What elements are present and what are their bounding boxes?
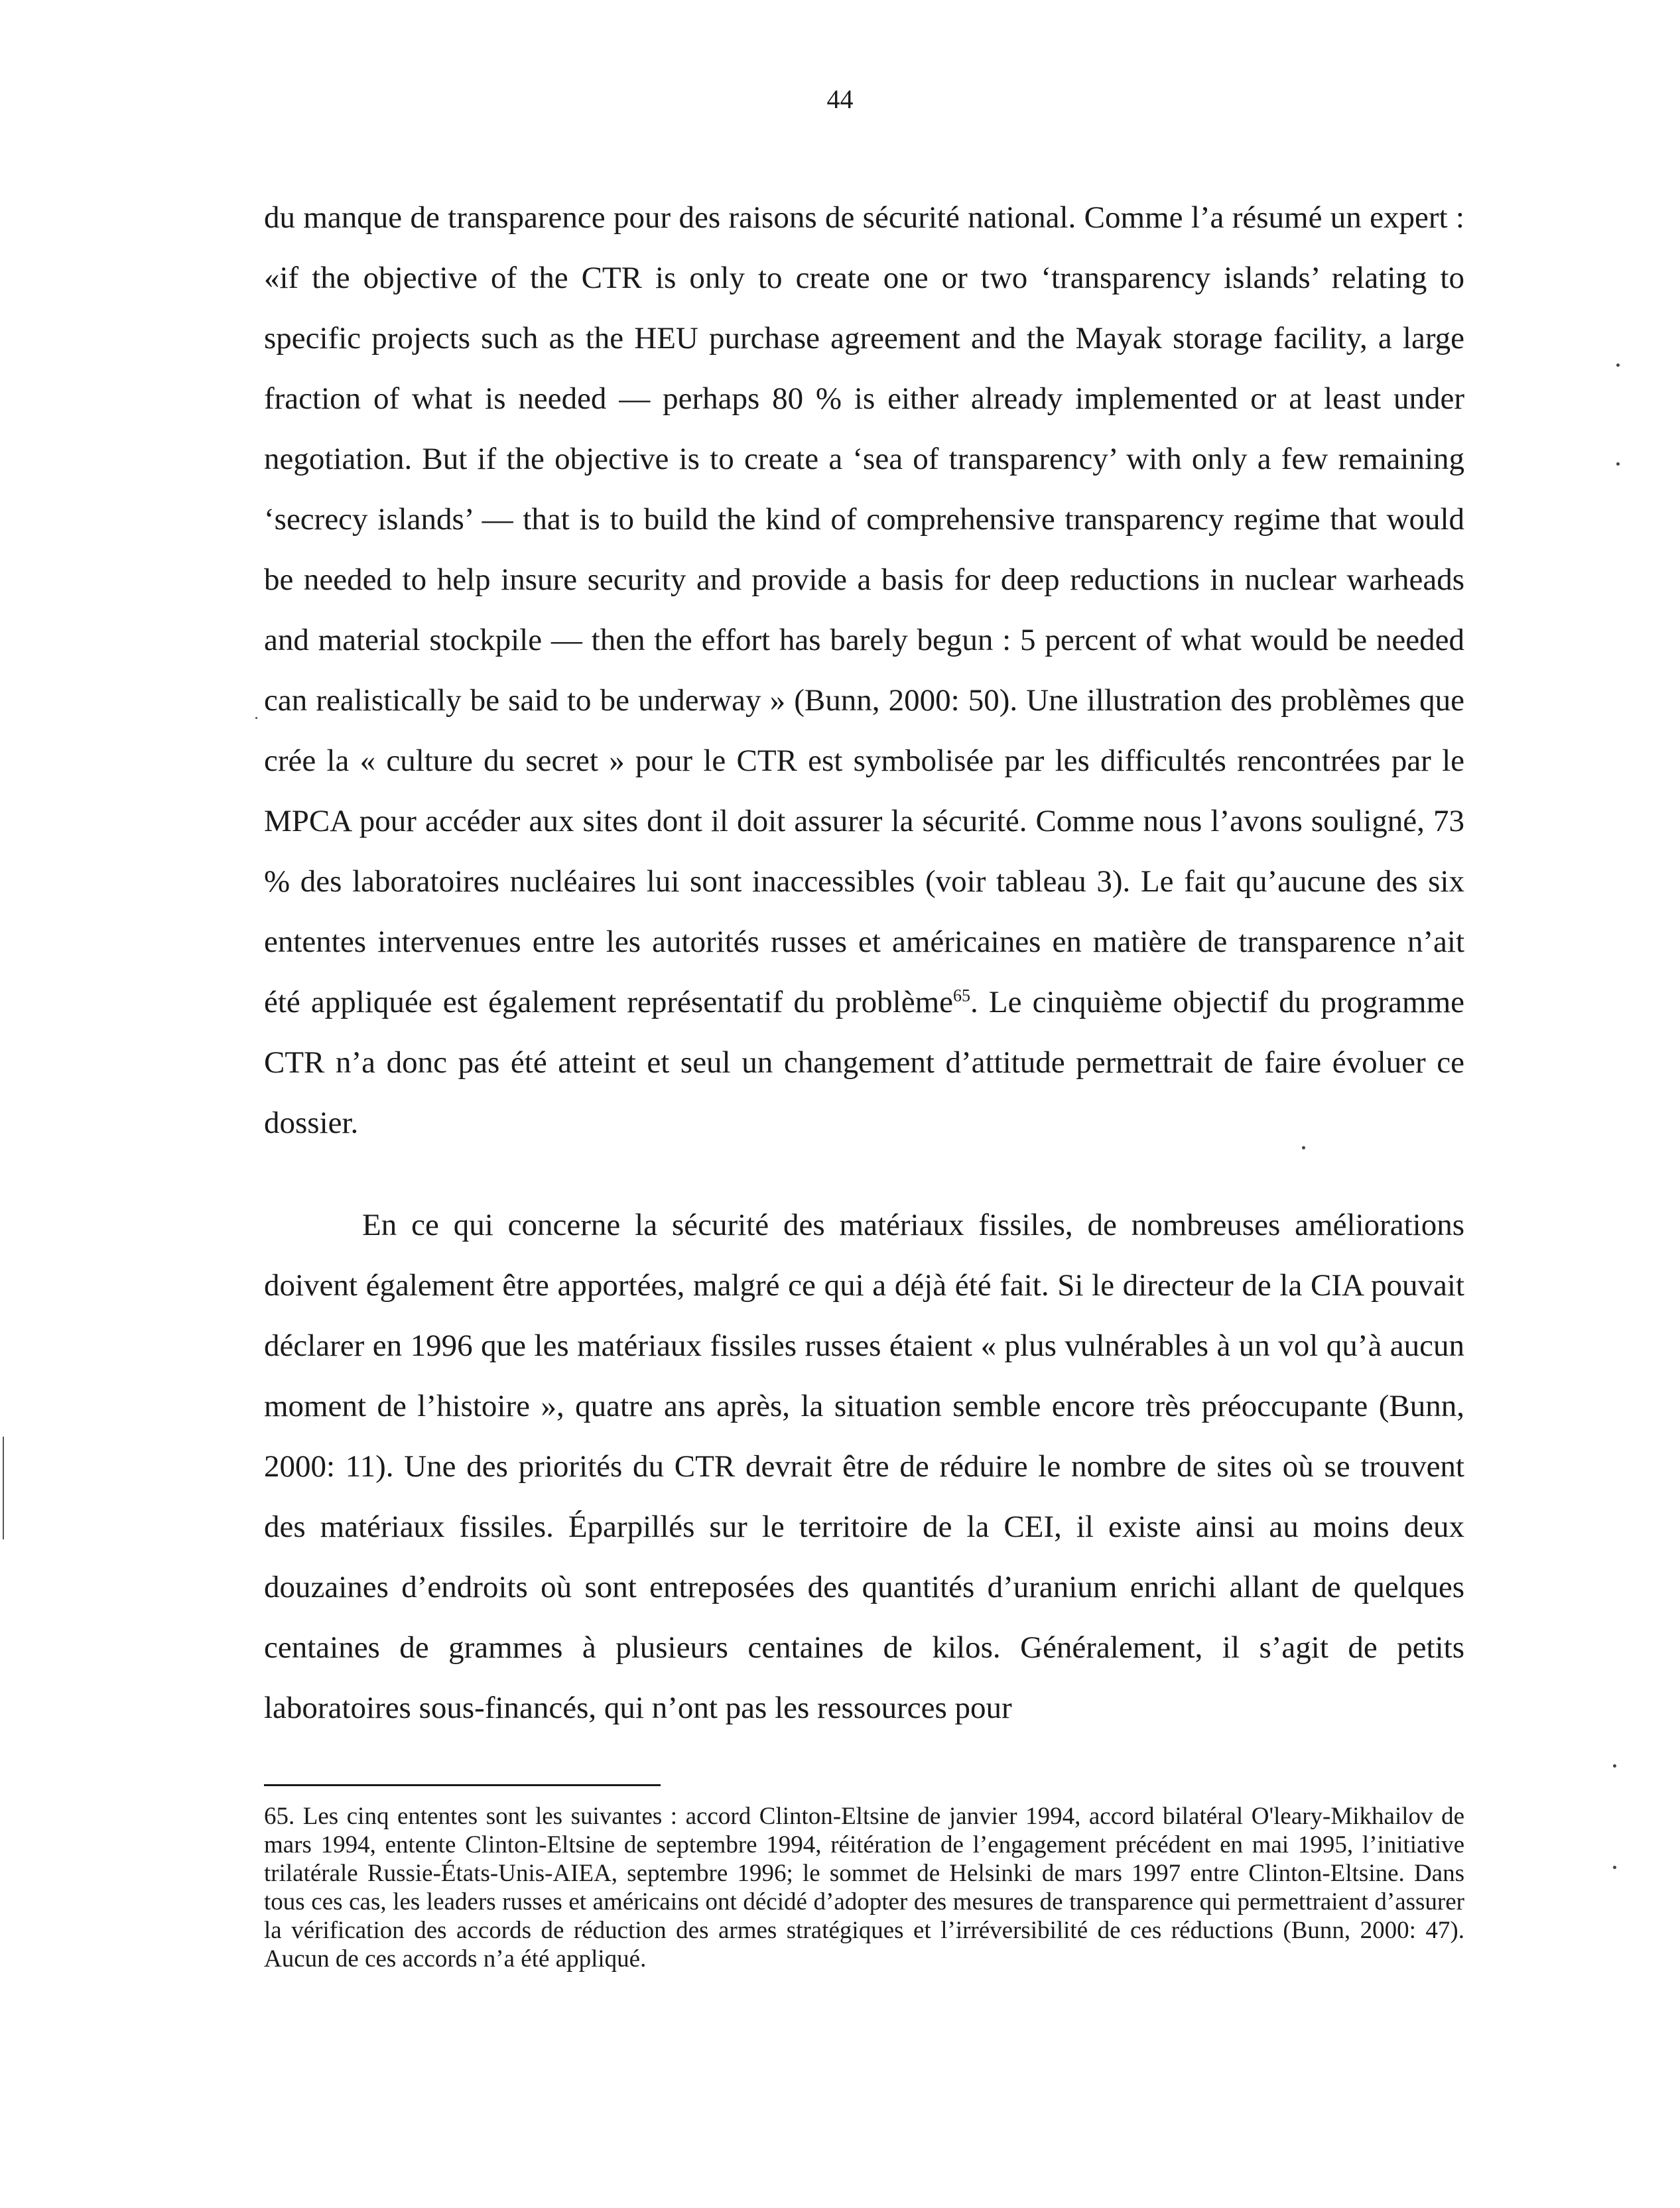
scan-edge-mark — [3, 1437, 4, 1539]
footnote-reference-65: 65 — [953, 986, 971, 1006]
scan-speck — [1302, 1146, 1305, 1149]
scan-speck — [255, 717, 257, 719]
page-number: 44 — [826, 84, 854, 114]
scan-speck — [1616, 363, 1620, 367]
paragraph-1-text-before-note: du manque de transparence pour des raisons de sécurité national. Comme l’a résumé un expert : «if the objective of the CTR is only to create one or two ‘transparency islands’ relating to specific projects such as the HEU purchase agreement and the Mayak storage facility, a large fraction of what is needed — perhaps 80 % is either already implemented or at least under negotiation. But if the objective is to create a ‘sea of transparency’ with only a few remaining ‘secrecy islands’ — that is to build the kind of comprehensive transparency regime that would be needed to help insure security and provide a basis for deep reductions in nuclear warheads and material stockpile — then the effort has barely begun : 5 percent of what would be needed can realistically be said to be underway » (Bunn, 2000: 50). Une illustration des problèmes que crée la « culture du secret » pour le CTR est symbolisée par les difficultés rencontrées par le MPCA pour accéder aux sites dont il doit assurer la sécurité. Comme nous l’avons souligné, 73 % des laboratoires nucléaires lui sont inaccessibles (voir tableau 3). Le fait qu’aucune des six ententes intervenues entre les autorités russes et américaines en matière de transparence n’ait été appliquée est également représentatif du problème — [264, 200, 1464, 1019]
body-paragraph-2: En ce qui concerne la sécurité des matériaux fissiles, de nombreuses améliorations doivent également être apportées, malgré ce qui a déjà été fait. Si le directeur de la CIA pouvait déclarer en 1996 que les matériaux fissiles russes étaient « plus vulnérables à un vol qu’à aucun moment de l’histoire », quatre ans après, la situation semble encore très préoccupante (Bunn, 2000: 11). Une des priorités du CTR devrait être de réduire le nombre de sites où se trouvent des matériaux fissiles. Éparpillés sur le territoire de la CEI, il existe ainsi au moins deux douzaines d’endroits où sont entreposées des quantités d’uranium enrichi allant de quelques centaines de grammes à plusieurs centaines de kilos. Généralement, il s’agit de petits laboratoires sous-financés, qui n’ont pas les ressources pour — [264, 1208, 1464, 1725]
body-paragraph-1 — [264, 188, 1464, 1153]
footnote-65: 65. Les cinq ententes sont les suivantes : accord Clinton-Eltsine de janvier 1994, accord bilatéral O'leary-Mikhailov de mars 1994, entente Clinton-Eltsine de septembre 1994, réitération de l’engagement précédent en mai 1995, l’initiative trilatérale Russie-États-Unis-AIEA, septembre 1996; le sommet de Helsinki de mars 1997 entre Clinton-Eltsine. Dans tous ces cas, les leaders russes et américains ont décidé d’adopter des mesures de transparence qui permettraient d’assurer la vérification des accords de réduction des armes stratégiques et l’irréversibilité de ces réductions (Bunn, 2000: 47). Aucun de ces accords n’a été appliqué. — [264, 1803, 1464, 1973]
footnote-separator — [264, 1784, 661, 1786]
scan-speck — [1613, 1764, 1616, 1768]
paragraph-1-text-after-note: . Le cinquième objectif du programme CTR n’a donc pas été atteint et seul un changement d’attitude permettrait de faire évoluer ce dossier. — [264, 985, 1464, 1140]
scan-speck — [1616, 462, 1620, 466]
scan-speck — [1613, 1866, 1616, 1869]
